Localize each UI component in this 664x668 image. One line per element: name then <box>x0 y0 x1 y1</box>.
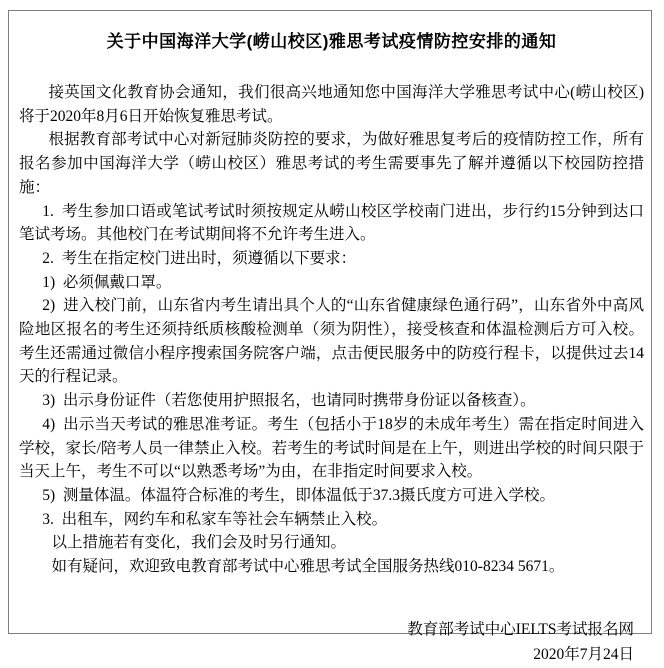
paragraph-text: 考生在指定校门进出时，须遵循以下要求： <box>61 249 357 267</box>
list-number: 2) <box>42 297 56 315</box>
document-body <box>19 81 644 579</box>
paragraph: 根据教育部考试中心对新冠肺炎防控的要求，为做好雅思复考后的疫情防控工作，所有报名参加中国海洋大学（崂山校区）雅思考试的考生需要事先了解并遵循以下校园防控措施： <box>19 131 644 196</box>
paragraph-text: 测量体温。体温符合标准的考生，即体温低于37.3摄氏度方可进入学校。 <box>62 486 556 504</box>
document-footer <box>19 617 644 668</box>
list-number: 5) <box>42 486 56 504</box>
footer-org: 教育部考试中心IELTS考试报名网 <box>407 620 634 638</box>
paragraph-text: 考生参加口语或笔试考试时须按规定从崂山校区学校南门进出，步行约15分钟到达口笔试考场。其他校门在考试期间将不允许考生进入。 <box>19 202 644 244</box>
paragraph <box>19 389 644 413</box>
paragraph: 接英国文化教育协会通知，我们很高兴地通知您中国海洋大学雅思考试中心(崂山校区)将于2020年8月6日开始恢复雅思考试。 <box>19 84 644 125</box>
paragraph: 以上措施若有变化，我们会及时另行通知。 <box>51 534 347 552</box>
paragraph <box>19 484 644 508</box>
list-number: 3. <box>42 510 54 528</box>
list-number: 3) <box>42 392 56 410</box>
list-number: 1) <box>42 273 56 291</box>
notice-document <box>9 11 651 668</box>
footer-date: 2020年7月24日 <box>533 646 634 664</box>
list-number: 1. <box>42 202 54 220</box>
paragraph <box>19 200 644 247</box>
paragraph: 如有疑问，欢迎致电教育部考试中心雅思考试全国服务热线010-8234 5671。 <box>51 558 565 576</box>
paragraph-text: 必须佩戴口罩。 <box>62 273 172 291</box>
paragraph <box>19 508 644 532</box>
paragraph-text: 出示当天考试的雅思准考证。考生（包括小于18岁的未成年考生）需在指定时间进入学校，家长/陪考人员一律禁止入校。若考生的考试时间是在上午，则进出学校的时间只限于当天上午，考生不可以“以熟悉考场”为由，在非指定时间要求入校。 <box>19 415 644 481</box>
list-number: 4) <box>42 415 56 433</box>
paragraph <box>19 294 644 389</box>
paragraph <box>19 247 644 271</box>
page-border <box>8 10 652 664</box>
document-title: 关于中国海洋大学(崂山校区)雅思考试疫情防控安排的通知 <box>106 32 557 51</box>
paragraph <box>19 271 644 295</box>
paragraph-text: 进入校门前，山东省内考生请出具个人的“山东省健康绿色通行码”，山东省外中高风险地区报名的考生还须持纸质核酸检测单（须为阴性），接受核查和体温检测后方可入校。考生还需通过微信小程序搜索国务院客户端，点击便民服务中的防疫行程卡，以提供过去14天的行程记录。 <box>19 297 644 386</box>
paragraph-text: 出租车，网约车和私家车等社会车辆禁止入校。 <box>61 510 388 528</box>
list-number: 2. <box>42 249 54 267</box>
paragraph-text: 出示身份证件（若您使用护照报名，也请同时携带身份证以备核查）。 <box>62 392 536 410</box>
paragraph <box>19 413 644 484</box>
